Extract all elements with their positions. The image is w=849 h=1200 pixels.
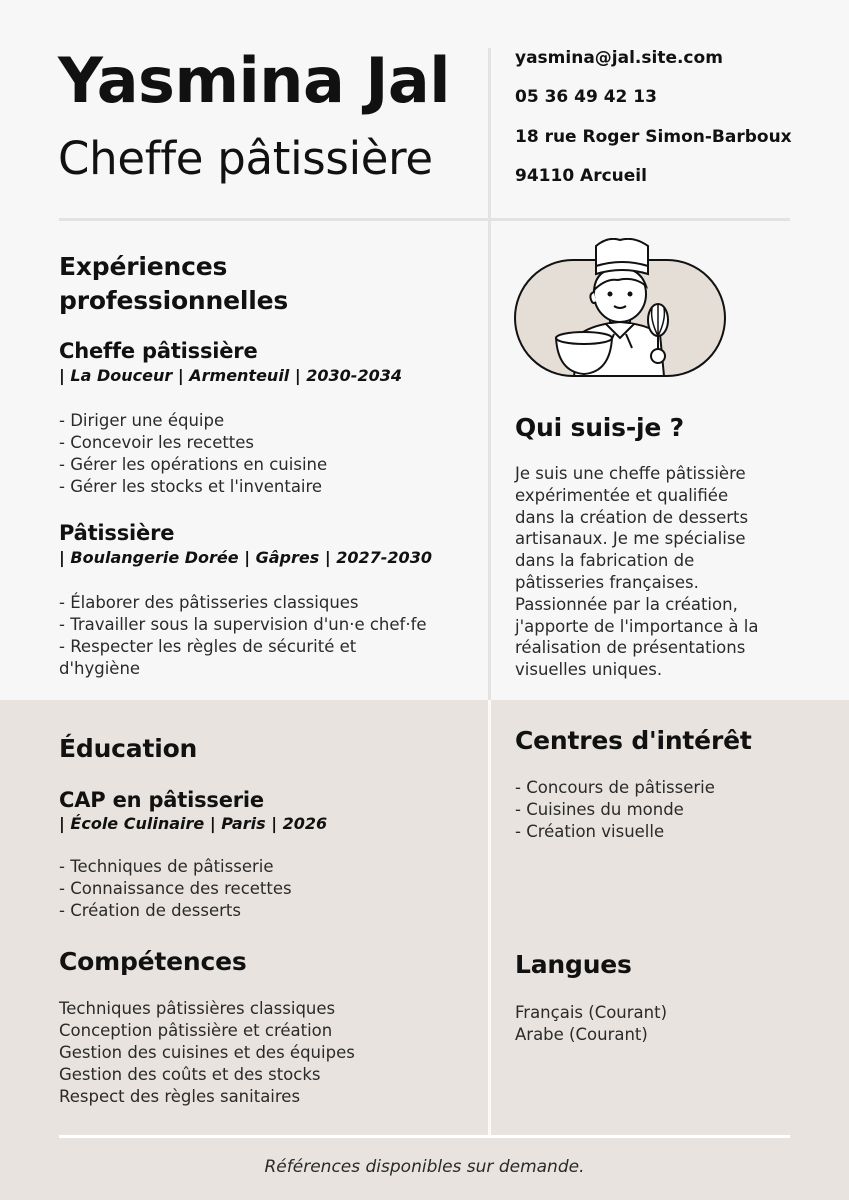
job-meta: | Boulangerie Dorée | Gâpres | 2027-2030 [59,548,432,567]
chef-avatar-icon [514,238,726,378]
about-line: Passionnée par la création, [515,594,738,614]
education-heading: Éducation [59,734,198,763]
list-item: Conception pâtissière et création [59,1021,333,1040]
list-item: Français (Courant) [515,1003,668,1022]
list-item: - Création visuelle [515,822,665,841]
list-item: Techniques pâtissières classiques [59,999,336,1018]
education-degree: CAP en pâtisserie [59,788,264,812]
list-item: - Diriger une équipe [59,411,225,430]
languages-items [515,1002,667,1046]
experience-heading [59,250,288,318]
list-item: - Respecter les règles de sécurité et [59,637,357,656]
job-meta: | La Douceur | Armenteuil | 2030-2034 [59,366,402,385]
list-item: Gestion des coûts et des stocks [59,1065,321,1084]
footer-note: Références disponibles sur demande. [264,1157,585,1177]
contact-email: yasmina@jal.site.com [515,48,723,68]
list-item: Arabe (Courant) [515,1025,648,1044]
education-meta: | École Culinaire | Paris | 2026 [59,814,328,833]
list-item: d'hygiène [59,659,141,678]
contact-street: 18 rue Roger Simon-Barboux [515,127,792,147]
list-item: - Techniques de pâtisserie [59,857,274,876]
contact-phone: 05 36 49 42 13 [515,87,657,107]
candidate-name: Yasmina Jal [58,44,451,117]
skills-heading: Compétences [59,947,247,976]
job-tasks [59,410,327,498]
about-line: réalisation de présentations [515,638,746,658]
about-text [515,463,758,681]
education-items [59,856,292,922]
about-line: j'apporte de l'importance à la [515,616,759,636]
about-line: visuelles uniques. [515,660,663,680]
list-item: - Cuisines du monde [515,800,684,819]
footer-divider [59,1135,790,1138]
languages-heading: Langues [515,950,632,979]
experience-heading-line2: professionnelles [59,286,289,315]
list-item: - Élaborer des pâtisseries classiques [59,593,359,612]
interests-heading: Centres d'intérêt [515,726,752,755]
list-item: - Connaissance des recettes [59,879,292,898]
column-divider-lower [488,700,491,1136]
list-item: - Gérer les opérations en cuisine [59,455,328,474]
job-role: Pâtissière [59,521,175,545]
interests-items [515,777,715,843]
about-heading: Qui suis-je ? [515,413,684,442]
job-tasks [59,592,427,680]
about-line: expérimentée et qualifiée [515,485,729,505]
list-item: - Création de desserts [59,901,241,920]
experience-heading-line1: Expériences [59,252,228,281]
header-divider [59,218,790,221]
skills-items [59,998,355,1108]
job-role: Cheffe pâtissière [59,339,258,363]
list-item: - Concevoir les recettes [59,433,255,452]
list-item: - Gérer les stocks et l'inventaire [59,477,323,496]
contact-city: 94110 Arcueil [515,166,647,186]
candidate-title: Cheffe pâtissière [58,132,433,185]
about-line: Je suis une cheffe pâtissière [515,464,746,483]
about-line: artisanaux. Je me spécialise [515,529,746,549]
list-item: Gestion des cuisines et des équipes [59,1043,355,1062]
about-line: pâtisseries françaises. [515,572,699,592]
list-item: - Travailler sous la supervision d'un·e chef·fe [59,615,427,634]
list-item: - Concours de pâtisserie [515,778,715,797]
list-item: Respect des règles sanitaires [59,1087,301,1106]
about-line: dans la création de desserts [515,507,749,527]
about-line: dans la fabrication de [515,551,695,571]
